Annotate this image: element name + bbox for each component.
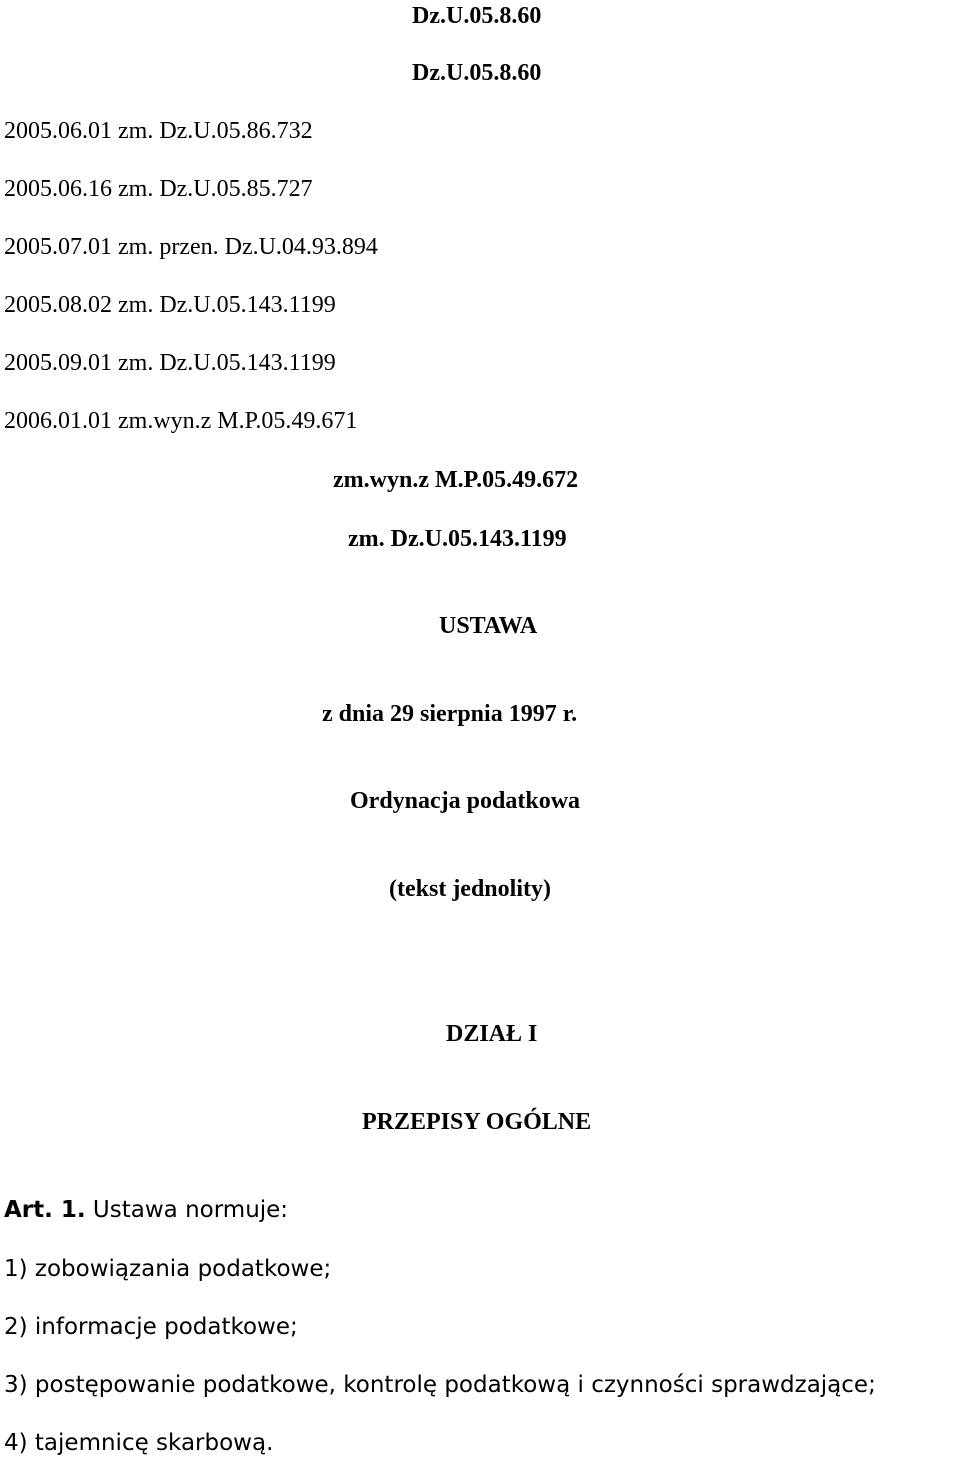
amendment-entry-bold: zm. Dz.U.05.143.1199 bbox=[348, 526, 567, 552]
journal-reference: Dz.U.05.8.60 bbox=[412, 60, 542, 86]
article-list-item: 2) informacje podatkowe; bbox=[4, 1314, 298, 1340]
division-title: PRZEPISY OGÓLNE bbox=[362, 1109, 592, 1135]
division-heading: DZIAŁ I bbox=[446, 1021, 538, 1047]
article-list-item: 1) zobowiązania podatkowe; bbox=[4, 1256, 332, 1282]
act-type-heading: USTAWA bbox=[439, 613, 538, 639]
act-title-note: (tekst jednolity) bbox=[389, 876, 551, 902]
amendment-entry: 2005.06.01 zm. Dz.U.05.86.732 bbox=[4, 118, 313, 144]
article-list-item: 3) postępowanie podatkowe, kontrolę podatkową i czynności sprawdzające; bbox=[4, 1372, 876, 1398]
amendment-entry: 2005.07.01 zm. przen. Dz.U.04.93.894 bbox=[4, 234, 378, 260]
act-title: Ordynacja podatkowa bbox=[350, 788, 581, 814]
act-date: z dnia 29 sierpnia 1997 r. bbox=[322, 701, 578, 727]
amendment-entry: 2006.01.01 zm.wyn.z M.P.05.49.671 bbox=[4, 408, 358, 434]
article-label: Art. 1. bbox=[4, 1197, 86, 1223]
amendment-entry: 2005.09.01 zm. Dz.U.05.143.1199 bbox=[4, 350, 336, 376]
amendment-entry: 2005.06.16 zm. Dz.U.05.85.727 bbox=[4, 176, 313, 202]
article-list-item: 4) tajemnicę skarbową. bbox=[4, 1430, 274, 1456]
article-intro: Ustawa normuje: bbox=[85, 1197, 289, 1223]
article-paragraph bbox=[4, 1199, 288, 1222]
amendment-entry-bold: zm.wyn.z M.P.05.49.672 bbox=[333, 467, 579, 493]
journal-reference: Dz.U.05.8.60 bbox=[412, 3, 542, 29]
amendment-entry: 2005.08.02 zm. Dz.U.05.143.1199 bbox=[4, 292, 336, 318]
